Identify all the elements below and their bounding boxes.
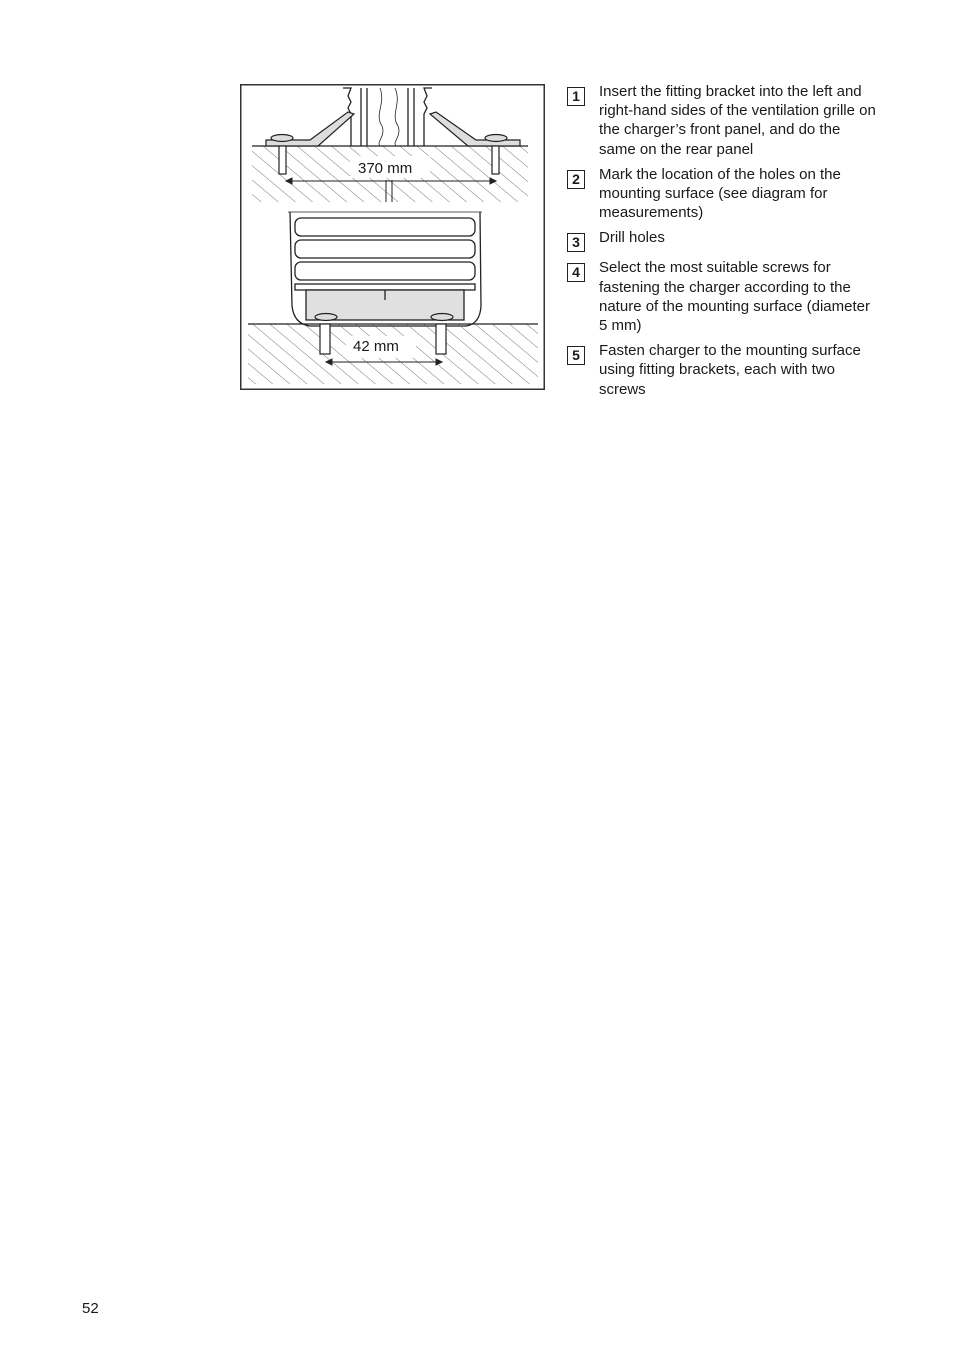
step-2 bbox=[567, 165, 887, 223]
mounting-diagram bbox=[240, 84, 545, 390]
dimension-bottom-label: 42 mm bbox=[353, 338, 399, 355]
step-text: Select the most suitable screws for fastening the charger according to the nature of the mounting surface (diameter 5 mm) bbox=[599, 259, 870, 335]
step-number: 5 bbox=[567, 346, 585, 365]
step-text: Mark the location of the holes on the mounting surface (see diagram for measurements) bbox=[599, 165, 841, 222]
page-number: 52 bbox=[82, 1300, 99, 1317]
step-text: Fasten charger to the mounting surface using fitting brackets, each with two screws bbox=[599, 342, 861, 398]
step-text: Insert the fitting bracket into the left and right-hand sides of the ventilation grille on the charger’s front panel, and do the same on the rear panel bbox=[599, 83, 876, 158]
step-4 bbox=[567, 258, 887, 335]
step-number: 4 bbox=[567, 263, 585, 282]
step-number: 3 bbox=[567, 233, 585, 252]
step-number: 1 bbox=[567, 87, 585, 106]
instruction-steps bbox=[567, 82, 887, 405]
step-1 bbox=[567, 82, 887, 159]
dimension-top-label: 370 mm bbox=[358, 160, 413, 177]
step-text: Drill holes bbox=[599, 229, 665, 247]
step-5 bbox=[567, 341, 887, 399]
mounting-diagram-svg bbox=[240, 84, 545, 390]
step-number: 2 bbox=[567, 170, 585, 189]
step-3 bbox=[567, 228, 887, 252]
charger-front-view bbox=[288, 212, 482, 326]
